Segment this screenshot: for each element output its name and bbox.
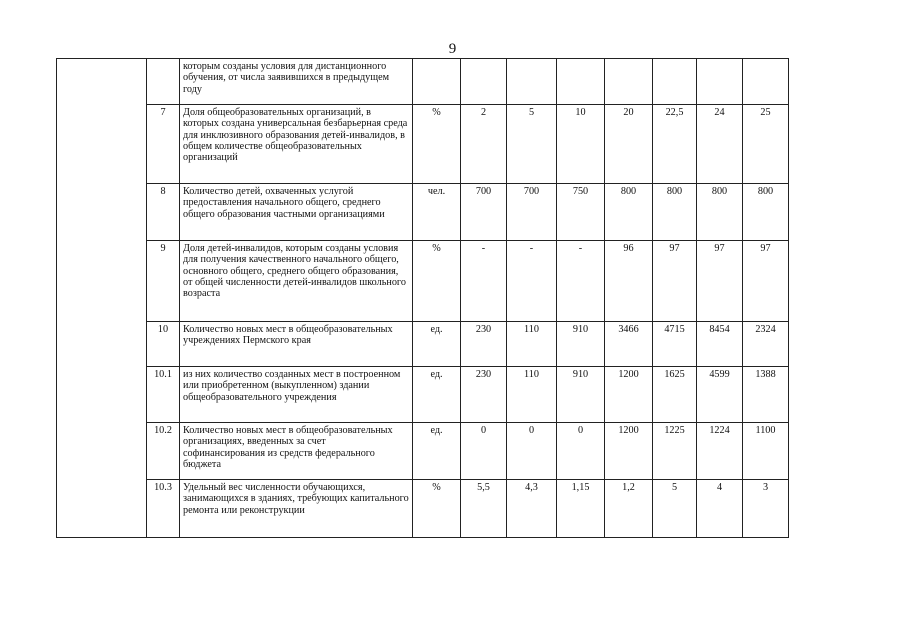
indicator-description: Количество новых мест в общеобразовательных организациях, введенных за счет софинансирования из средств федерального бюджета [180,423,413,480]
value-cell: 800 [605,184,653,241]
value-cell: 1625 [653,367,697,423]
row-number [147,59,180,105]
indicator-description: из них количество созданных мест в построенном или приобретенном (выкупленном) здании общеобразовательного учреждения [180,367,413,423]
value-cell: 4715 [653,322,697,367]
indicator-description: Удельный вес численности обучающихся, занимающихся в зданиях, требующих капитального ремонта или реконструкции [180,480,413,538]
value-cell: 25 [743,105,789,184]
value-cell: 4 [697,480,743,538]
value-cell: 3 [743,480,789,538]
unit-cell: чел. [413,184,461,241]
value-cell: 700 [507,184,557,241]
value-cell: - [557,241,605,322]
value-cell: 230 [461,367,507,423]
value-cell: 1225 [653,423,697,480]
page-number: 9 [448,41,457,57]
value-cell: 2324 [743,322,789,367]
row-number: 10 [147,322,180,367]
row-number: 10.2 [147,423,180,480]
value-cell: 1200 [605,367,653,423]
value-cell: 230 [461,322,507,367]
value-cell: 1200 [605,423,653,480]
value-cell: 5 [507,105,557,184]
indicators-table [56,58,789,538]
table-row [57,322,789,367]
row-number: 10.3 [147,480,180,538]
row-number: 7 [147,105,180,184]
table-row [57,184,789,241]
outer-section-cell [57,59,147,538]
value-cell [557,59,605,105]
value-cell: 750 [557,184,605,241]
indicator-description: которым созданы условия для дистанционного обучения, от числа заявившихся в предыдущем году [180,59,413,105]
value-cell [653,59,697,105]
value-cell: - [461,241,507,322]
value-cell: 4,3 [507,480,557,538]
value-cell: 8454 [697,322,743,367]
table-row [57,423,789,480]
value-cell [461,59,507,105]
value-cell: 1,2 [605,480,653,538]
value-cell [507,59,557,105]
table-row [57,480,789,538]
unit-cell: % [413,241,461,322]
indicator-description: Доля детей-инвалидов, которым созданы условия для получения качественного начального общего, основного общего, среднего общего образования, от общей численности детей-инвалидов школьного возраста [180,241,413,322]
value-cell: 10 [557,105,605,184]
indicator-description: Количество новых мест в общеобразовательных учреждениях Пермского края [180,322,413,367]
unit-cell: ед. [413,423,461,480]
value-cell: 97 [697,241,743,322]
value-cell: 20 [605,105,653,184]
value-cell: 0 [461,423,507,480]
value-cell: 96 [605,241,653,322]
value-cell: 22,5 [653,105,697,184]
table-row [57,59,789,105]
value-cell: 97 [743,241,789,322]
value-cell: 1100 [743,423,789,480]
value-cell: 3466 [605,322,653,367]
unit-cell: % [413,105,461,184]
value-cell: 1,15 [557,480,605,538]
value-cell: 800 [653,184,697,241]
value-cell: 800 [743,184,789,241]
value-cell: 2 [461,105,507,184]
unit-cell: ед. [413,367,461,423]
value-cell: 0 [507,423,557,480]
table-row [57,367,789,423]
row-number: 8 [147,184,180,241]
value-cell: 800 [697,184,743,241]
table-row [57,105,789,184]
value-cell: 24 [697,105,743,184]
value-cell: 97 [653,241,697,322]
value-cell: 110 [507,322,557,367]
value-cell: 910 [557,322,605,367]
value-cell: 0 [557,423,605,480]
indicator-description: Количество детей, охваченных услугой предоставления начального общего, среднего общего образования частными организациями [180,184,413,241]
value-cell: 5,5 [461,480,507,538]
value-cell [743,59,789,105]
unit-cell: ед. [413,322,461,367]
value-cell: 1224 [697,423,743,480]
indicator-description: Доля общеобразовательных организаций, в которых создана универсальная безбарьерная среда для инклюзивного образования детей-инвалидов, в общем количестве общеобразовательных организаций [180,105,413,184]
value-cell: 5 [653,480,697,538]
table-row [57,241,789,322]
row-number: 9 [147,241,180,322]
value-cell: - [507,241,557,322]
value-cell: 700 [461,184,507,241]
unit-cell: % [413,480,461,538]
value-cell: 4599 [697,367,743,423]
value-cell: 1388 [743,367,789,423]
value-cell: 110 [507,367,557,423]
row-number: 10.1 [147,367,180,423]
value-cell [697,59,743,105]
unit-cell [413,59,461,105]
value-cell: 910 [557,367,605,423]
value-cell [605,59,653,105]
